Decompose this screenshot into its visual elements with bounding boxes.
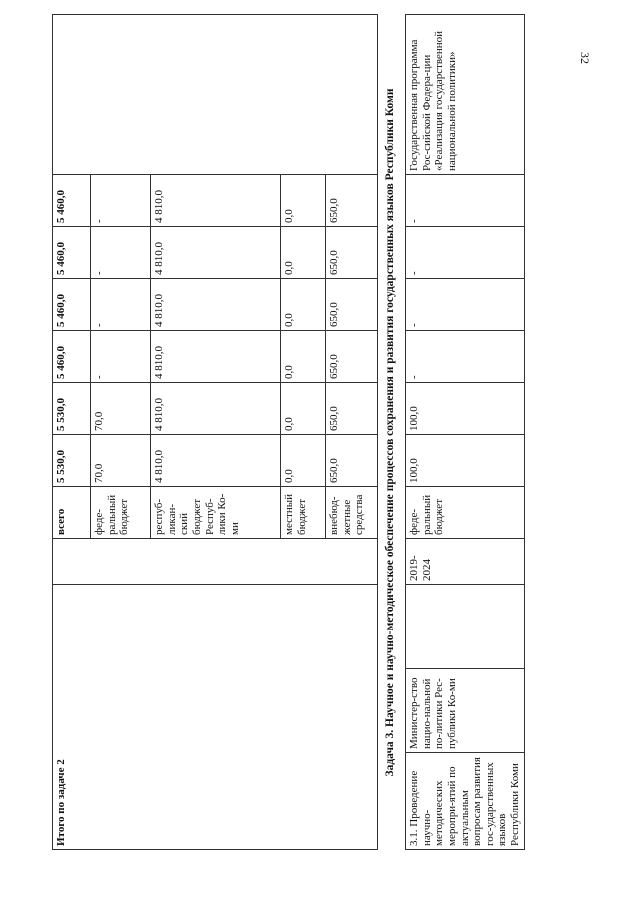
task3-heading: Задача 3. Научное и научно-методическое обеспечение процессов сохранения и развития государственных языков Республики Коми (384, 88, 396, 777)
value-cell: 70,0 (91, 434, 151, 486)
value-cell: 4 810,0 (151, 278, 281, 330)
value-cell: 650,0 (326, 174, 378, 226)
page-number: 32 (578, 52, 592, 64)
value-cell: 4 810,0 (151, 330, 281, 382)
value-cell: 0,0 (281, 382, 326, 434)
source-cell: всего (53, 486, 91, 538)
value-cell: 5 460,0 (53, 174, 91, 226)
value-cell: 0,0 (281, 330, 326, 382)
value-cell: - (91, 174, 151, 226)
value-cell: 650,0 (326, 226, 378, 278)
value-cell: 650,0 (326, 434, 378, 486)
value-cell: 4 810,0 (151, 382, 281, 434)
note-cell: Государственная программа Рос-сийской Федера-ции «Реализация государственной национальной политики» (406, 15, 525, 175)
source-cell: респуб-ликан-ский бюджет Респуб-лики Ко-ми (151, 486, 281, 538)
table-row (406, 15, 525, 850)
value-cell: 4 810,0 (151, 174, 281, 226)
task2-totals-table (52, 14, 378, 850)
value-cell: - (91, 278, 151, 330)
source-cell: феде-ральный бюджет (91, 486, 151, 538)
measure-cell: 3.1. Проведение научно-методических меропри-ятий по актуальным вопросам развития гос-ударственных языков Республики Коми (406, 753, 525, 850)
value-cell: 70,0 (91, 382, 151, 434)
executor-cell: Министер-ство нацио-нальной по-литики Рес-публики Ко-ми (406, 669, 525, 753)
value-cell: - (406, 175, 525, 227)
value-cell: 650,0 (326, 330, 378, 382)
value-cell: 100,0 (406, 435, 525, 487)
value-cell: 0,0 (281, 278, 326, 330)
value-cell: - (91, 330, 151, 382)
value-cell: - (406, 331, 525, 383)
value-cell: 650,0 (326, 278, 378, 330)
source-cell: местный бюджет (281, 486, 326, 538)
source-cell: феде-ральный бюджет (406, 487, 525, 539)
task3-table (405, 14, 525, 850)
value-cell: - (91, 226, 151, 278)
value-cell: 100,0 (406, 383, 525, 435)
table-row (53, 14, 91, 849)
rotated-sheet (52, 15, 632, 850)
value-cell: 5 530,0 (53, 434, 91, 486)
value-cell: 5 460,0 (53, 226, 91, 278)
value-cell: 5 460,0 (53, 330, 91, 382)
value-cell: 5 530,0 (53, 382, 91, 434)
value-cell: 0,0 (281, 434, 326, 486)
total-label: Итого по задаче 2 (53, 584, 378, 849)
period-cell: 2019-2024 (406, 539, 525, 585)
value-cell: 650,0 (326, 382, 378, 434)
value-cell: - (406, 227, 525, 279)
value-cell: 0,0 (281, 174, 326, 226)
value-cell: - (406, 279, 525, 331)
value-cell: 5 460,0 (53, 278, 91, 330)
value-cell: 0,0 (281, 226, 326, 278)
value-cell: 4 810,0 (151, 434, 281, 486)
value-cell: 4 810,0 (151, 226, 281, 278)
source-cell: внебюд-жетные средства (326, 486, 378, 538)
